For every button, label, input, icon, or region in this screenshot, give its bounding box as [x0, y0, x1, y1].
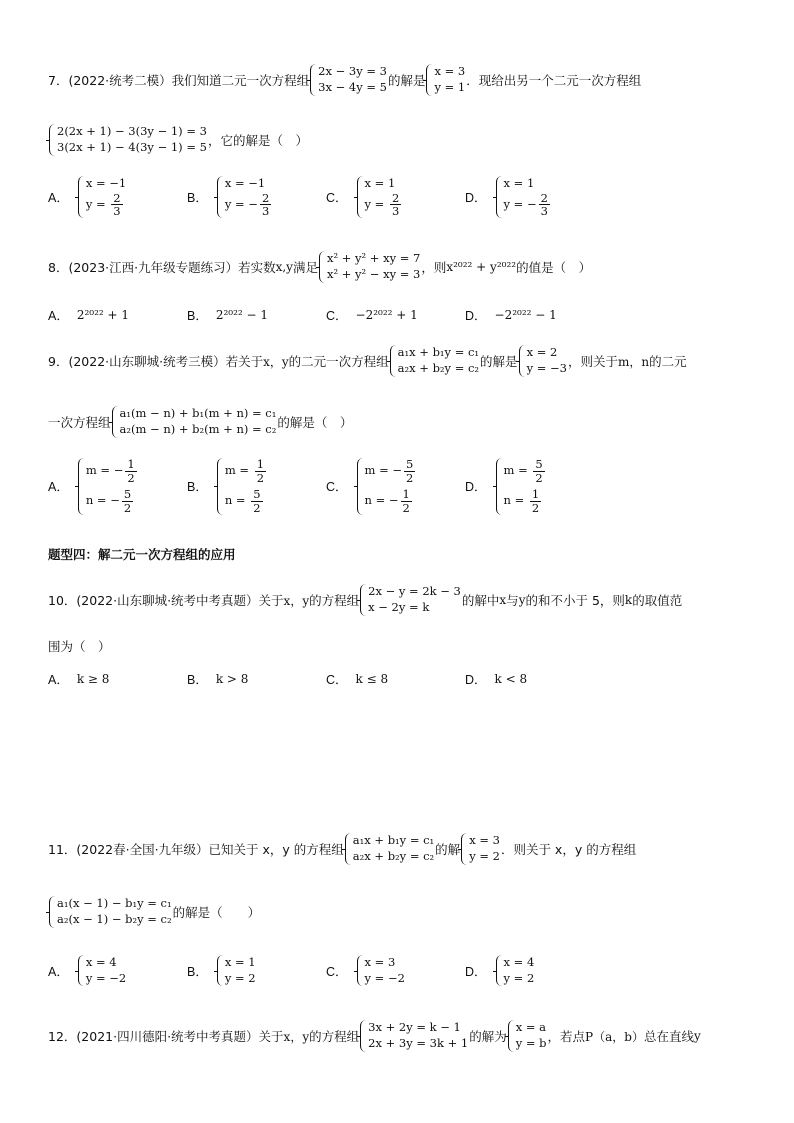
- option-label: C．: [326, 309, 348, 323]
- option-x: x = 1: [364, 176, 396, 190]
- brace-icon: [319, 251, 325, 282]
- option-label: C．: [326, 480, 348, 495]
- q11-tail: ．则关于 x，y 的方程组: [500, 842, 637, 857]
- q7-sol1-y: y = 1: [434, 80, 466, 94]
- q7-sol1-x: x = 3: [434, 64, 466, 79]
- q9-sol1-x: x = 2: [526, 345, 558, 360]
- option-y: y = − $\frac{2}{3}$: [224, 190, 270, 219]
- q7-option-d[interactable]: [465, 176, 553, 218]
- option-y: y = 2: [224, 970, 256, 985]
- q8-line1: [48, 248, 591, 286]
- q8-intro: 8．(2023·江西·九年级专题练习）若实数: [48, 260, 276, 275]
- option-label: A．: [48, 964, 69, 979]
- option-text: −2²⁰²² + 1: [355, 308, 418, 322]
- option-label: A．: [48, 190, 69, 205]
- section-heading: 题型四：解二元一次方程组的应用: [48, 547, 236, 562]
- option-label: A．: [48, 673, 69, 687]
- option-label: B．: [187, 309, 208, 323]
- q10-y: y: [518, 593, 526, 607]
- brace-icon: [357, 458, 363, 515]
- option-x: x = 1: [224, 955, 256, 969]
- q10-vars: x，y: [283, 593, 310, 608]
- brace-icon: [357, 176, 363, 218]
- option-label: B．: [187, 673, 208, 687]
- q7-system-2: [49, 124, 207, 155]
- option-label: D．: [465, 964, 487, 979]
- q11-sol1-y: y = 2: [469, 849, 500, 863]
- q12-vars: x，y: [283, 1029, 310, 1044]
- q12-solution: [508, 1020, 547, 1051]
- q11-solution-1: [461, 833, 500, 864]
- q11-system-1: [345, 833, 434, 864]
- q7-tail: ．现给出另一个二元一次方程组: [466, 73, 642, 88]
- q11-option-d[interactable]: [465, 955, 535, 986]
- q12-eq1: 3x + 2y = k − 1: [368, 1020, 461, 1035]
- brace-icon: [461, 833, 467, 864]
- q10-line1: [48, 582, 682, 618]
- q11-option-b[interactable]: [187, 955, 257, 986]
- option-text: −2²⁰²² − 1: [494, 308, 557, 322]
- option-label: D．: [465, 480, 487, 495]
- q8-eq1: x² + y² + xy = 7: [326, 251, 421, 266]
- q9-option-c[interactable]: [326, 458, 418, 515]
- q12-sol-x: x = a: [515, 1020, 546, 1035]
- q9-system-2: [112, 406, 277, 437]
- option-x: x = 3: [364, 955, 396, 969]
- brace-icon: [112, 406, 118, 437]
- q7-solution-1: [426, 64, 465, 95]
- brace-icon: [78, 176, 84, 218]
- option-y: y = 2: [503, 970, 535, 985]
- option-m: m = − $\frac{5}{2}$: [364, 457, 414, 485]
- option-m: m = $\frac{1}{2}$: [224, 457, 265, 485]
- q7-option-a[interactable]: [48, 176, 127, 218]
- q9-sys2-eq2: a₂(m − n) + b₂(m + n) = c₂: [119, 422, 277, 436]
- option-x: x = 4: [503, 955, 535, 969]
- option-label: D．: [465, 673, 487, 687]
- q10-tail: 的解中: [461, 593, 500, 608]
- q10-option-d[interactable]: [465, 670, 527, 688]
- q9-tail2: 的二元: [649, 354, 687, 369]
- q10-intro: 10．(2022·山东聊城·统考中考真题）关于: [48, 593, 284, 608]
- q11-mid: 的解: [435, 842, 461, 857]
- brace-icon: [496, 458, 502, 515]
- q8-option-d[interactable]: [465, 306, 557, 324]
- q12-y: y: [693, 1029, 701, 1043]
- option-x: x = −1: [85, 176, 127, 190]
- q10-line2: 围为（ ）: [48, 639, 111, 654]
- q9-line1: [48, 342, 687, 380]
- q12-system: [360, 1020, 468, 1051]
- brace-icon: [357, 955, 363, 986]
- q11-sys2-eq2: a₂(x − 1) − b₂y = c₂: [57, 912, 172, 926]
- brace-icon: [49, 124, 55, 155]
- option-label: B．: [187, 190, 208, 205]
- option-x: x = −1: [224, 176, 266, 190]
- option-text: k ≤ 8: [355, 672, 389, 686]
- q10-option-b[interactable]: [187, 670, 248, 688]
- q8-option-c[interactable]: [326, 306, 418, 324]
- brace-icon: [519, 345, 525, 376]
- q10-option-c[interactable]: [326, 670, 388, 688]
- q8-option-a[interactable]: [48, 306, 129, 324]
- q12-tail2: 总在直线: [643, 1029, 694, 1044]
- q7-mid: 的解是: [387, 73, 426, 88]
- option-y: y = −2: [85, 970, 127, 985]
- q12-sol-y: y = b: [515, 1036, 547, 1050]
- brace-icon: [310, 64, 316, 95]
- q10-and: 与: [506, 593, 519, 608]
- q11-system-2: [49, 896, 172, 927]
- option-n: n = − $\frac{1}{2}$: [364, 487, 410, 515]
- q9-option-d[interactable]: [465, 458, 548, 515]
- q10-system: [360, 584, 461, 615]
- brace-icon: [217, 176, 223, 218]
- option-text: k < 8: [494, 672, 528, 686]
- option-n: n = $\frac{5}{2}$: [224, 487, 261, 515]
- option-text: 2²⁰²² + 1: [76, 308, 130, 322]
- brace-icon: [345, 833, 351, 864]
- q9-line2-pre: 一次方程组: [48, 415, 111, 430]
- brace-icon: [508, 1020, 514, 1051]
- brace-icon: [217, 458, 223, 515]
- q7-line1: [48, 62, 641, 98]
- q9-mid: 的二元一次方程组: [288, 354, 389, 369]
- q9-sol1-y: y = −3: [526, 361, 567, 375]
- q11-option-a[interactable]: [48, 955, 127, 986]
- q11-sys1-eq1: a₁x + b₁y = c₁: [352, 833, 435, 848]
- q8-eq2: x² + y² − xy = 3: [326, 267, 421, 281]
- q11-sys1-eq2: a₂x + b₂y = c₂: [352, 849, 435, 863]
- brace-icon: [217, 955, 223, 986]
- q8-system: [319, 251, 420, 282]
- q7-sys1-eq1: 2x − 3y = 3: [318, 64, 387, 79]
- option-label: B．: [187, 480, 208, 495]
- q8-expr: x²⁰²² + y²⁰²²: [446, 260, 517, 274]
- option-x: x = 1: [503, 176, 535, 190]
- q12-mid2: 的解为: [469, 1029, 507, 1044]
- option-label: A．: [48, 480, 69, 495]
- option-label: D．: [465, 309, 487, 323]
- q9-vars: x，y: [263, 354, 289, 369]
- brace-icon: [360, 584, 366, 615]
- q8-satisfy: 满足: [292, 260, 318, 275]
- q10-option-a[interactable]: [48, 670, 109, 688]
- q10-k: k: [624, 593, 633, 607]
- q8-option-b[interactable]: [187, 306, 268, 324]
- q9-mid2: 的解是: [480, 354, 518, 369]
- q9-intro: 9．(2022·山东聊城·统考三模）若关于: [48, 354, 264, 369]
- option-text: 2²⁰²² − 1: [215, 308, 269, 322]
- q11-line1: [48, 831, 636, 867]
- q11-question: 的解是（ ）: [172, 905, 261, 920]
- q7-sys2-eq2: 3(2x + 1) − 4(3y − 1) = 5: [57, 140, 207, 154]
- q8-tail: ，则: [421, 260, 447, 275]
- q12-line1: [48, 1018, 701, 1054]
- q7-sys1-eq2: 3x − 4y = 5: [318, 80, 387, 94]
- brace-icon: [49, 896, 55, 927]
- brace-icon: [496, 955, 502, 986]
- option-y: y = $\frac{2}{3}$: [364, 190, 400, 219]
- q12-intro: 12．(2021·四川德阳·统考中考真题）关于: [48, 1029, 284, 1044]
- q7-system-1: [310, 64, 387, 95]
- q9-sys1-eq2: a₂x + b₂y = c₂: [397, 361, 480, 375]
- brace-icon: [390, 345, 396, 376]
- q9-sys2-eq1: a₁(m − n) + b₁(m + n) = c₁: [119, 406, 277, 421]
- option-label: C．: [326, 673, 348, 687]
- brace-icon: [78, 955, 84, 986]
- q11-sol1-x: x = 3: [469, 833, 500, 848]
- q9-vars2: m，n: [617, 354, 650, 369]
- q7-intro: 7．(2022·统考二模）我们知道二元一次方程组: [48, 73, 310, 88]
- q9-question: 的解是（ ）: [277, 415, 353, 430]
- q12-point: P（a，b）: [585, 1029, 644, 1044]
- option-label: C．: [326, 190, 348, 205]
- q9-tail: ，则关于: [567, 354, 618, 369]
- option-m: m = − $\frac{1}{2}$: [85, 457, 135, 485]
- q11-line2: [48, 894, 260, 930]
- option-y: y = $\frac{2}{3}$: [85, 190, 121, 219]
- q8-vars: x,y: [275, 260, 293, 274]
- q12-tail: ，若点: [547, 1029, 586, 1044]
- q7-sys2-eq1: 2(2x + 1) − 3(3y − 1) = 3: [57, 124, 207, 139]
- q10-mid: 的方程组: [309, 593, 360, 608]
- q9-option-b[interactable]: [187, 458, 269, 515]
- q10-tail2: 的和不小于 5，则: [525, 593, 625, 608]
- option-x: x = 4: [85, 955, 117, 969]
- q11-intro: 11．(2022春·全国·九年级）已知关于 x，y 的方程组: [48, 842, 344, 857]
- q12-mid: 的方程组: [309, 1029, 360, 1044]
- option-label: C．: [326, 964, 348, 979]
- q8-question: 的值是（ ）: [516, 260, 592, 275]
- option-n: n = $\frac{1}{2}$: [503, 487, 540, 515]
- q10-eq2: x − 2y = k: [368, 600, 430, 614]
- q12-eq2: 2x + 3y = 3k + 1: [368, 1036, 469, 1050]
- q11-sys2-eq1: a₁(x − 1) − b₁y = c₁: [57, 896, 172, 911]
- option-label: A．: [48, 309, 69, 323]
- q7-line2: [48, 122, 308, 158]
- q7-question: ，它的解是（ ）: [207, 133, 308, 148]
- q10-tail3: 的取值范: [632, 593, 683, 608]
- q9-system-1: [390, 345, 479, 376]
- option-n: n = − $\frac{5}{2}$: [85, 487, 132, 515]
- q7-option-b[interactable]: [187, 176, 274, 218]
- option-y: y = − $\frac{2}{3}$: [503, 190, 548, 219]
- option-label: B．: [187, 964, 208, 979]
- brace-icon: [78, 458, 84, 515]
- q9-option-a[interactable]: [48, 458, 140, 515]
- option-label: D．: [465, 190, 487, 205]
- brace-icon: [496, 176, 502, 218]
- option-y: y = −2: [364, 970, 405, 985]
- option-m: m = $\frac{5}{2}$: [503, 457, 543, 485]
- q11-option-c[interactable]: [326, 955, 406, 986]
- q10-x: x: [499, 593, 507, 607]
- q9-line2: [48, 402, 352, 442]
- option-text: k > 8: [215, 672, 249, 686]
- q9-solution-1: [519, 345, 567, 376]
- brace-icon: [360, 1020, 366, 1051]
- q9-sys1-eq1: a₁x + b₁y = c₁: [397, 345, 480, 360]
- q10-eq1: 2x − y = 2k − 3: [368, 584, 461, 599]
- option-text: k ≥ 8: [76, 672, 110, 686]
- brace-icon: [426, 64, 432, 95]
- q7-option-c[interactable]: [326, 176, 404, 218]
